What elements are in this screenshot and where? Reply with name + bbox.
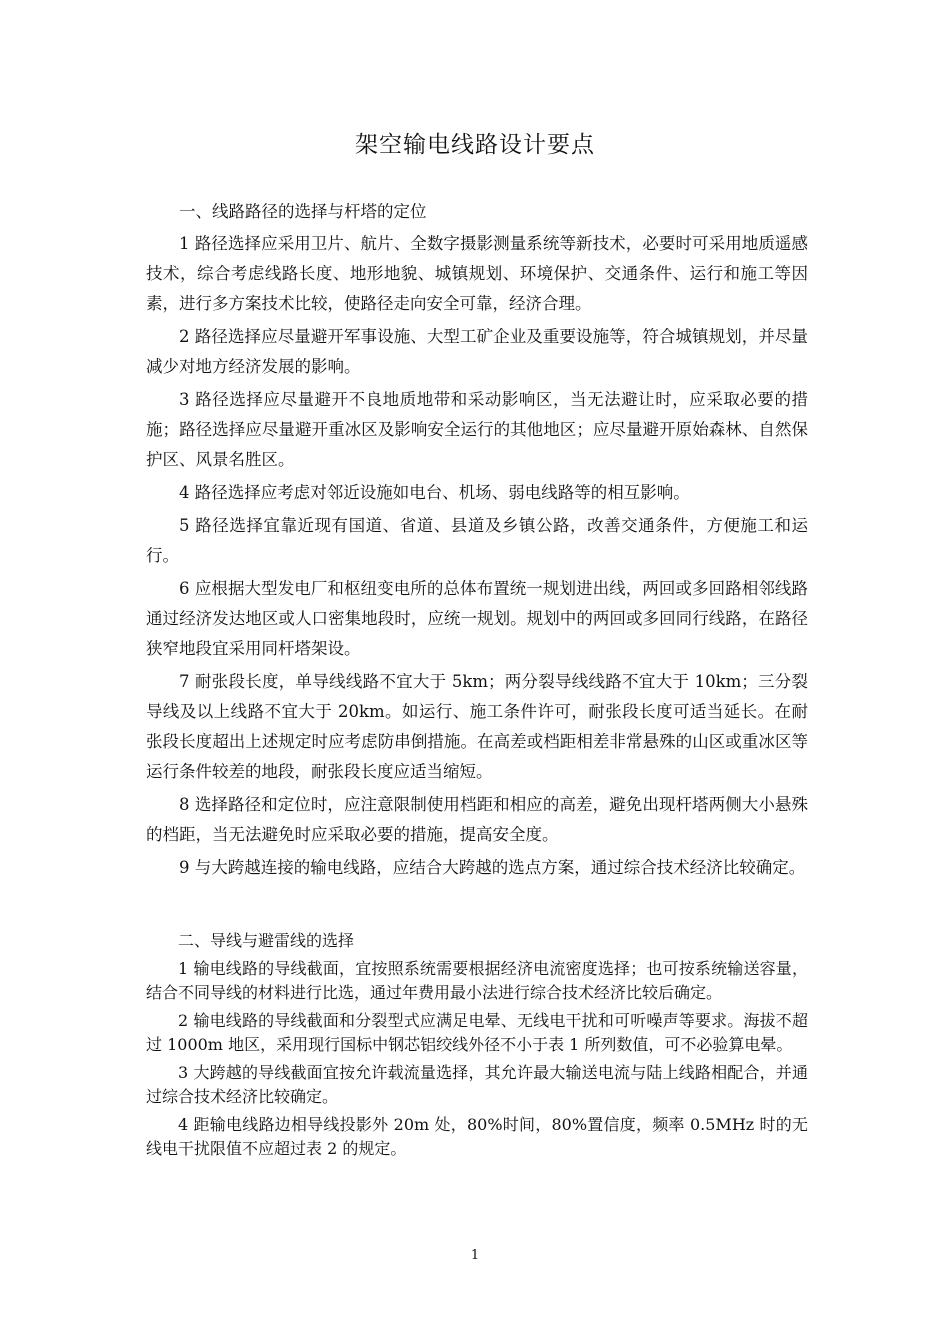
paragraph: 3 大跨越的导线截面宜按允许载流量选择，其允许最大输送电流与陆上线路相配合，并通过综合技术经济比较确定。 bbox=[146, 1063, 808, 1106]
paragraph: 1 路径选择应采用卫片、航片、全数字摄影测量系统等新技术，必要时可采用地质遥感技术，综合考虑线路长度、地形地貌、城镇规划、环境保护、交通条件、运行和施工等因素，进行多方案技术比较，使路径走向安全可靠，经济合理。 bbox=[146, 234, 808, 313]
paragraph: 6 应根据大型发电厂和枢纽变电所的总体布置统一规划进出线，两回或多回路相邻线路通过经济发达地区或人口密集地段时，应统一规划。规划中的两回或多回同行线路，在路径狭窄地段宜采用同杆塔架设。 bbox=[146, 579, 808, 658]
paragraph: 3 路径选择应尽量避开不良地质地带和采动影响区，当无法避让时，应采取必要的措施；路径选择应尽量避开重冰区及影响安全运行的其他地区；应尽量避开原始森林、自然保护区、风景名胜区。 bbox=[146, 390, 808, 469]
paragraph: 2 路径选择应尽量避开军事设施、大型工矿企业及重要设施等，符合城镇规划，并尽量减少对地方经济发展的影响。 bbox=[146, 327, 808, 376]
paragraph: 2 输电线路的导线截面和分裂型式应满足电晕、无线电干扰和可听噪声等要求。海拔不超过 1000m 地区，采用现行国标中钢芯铝绞线外径不小于表 1 所列数值，可不必验算电晕。 bbox=[146, 1011, 808, 1054]
section-heading: 一、线路路径的选择与杆塔的定位 bbox=[179, 202, 427, 221]
section-conductor-selection bbox=[146, 929, 808, 1165]
paragraph: 8 选择路径和定位时，应注意限制使用档距和相应的高差，避免出现杆塔两侧大小悬殊的档距，当无法避免时应采取必要的措施，提高安全度。 bbox=[146, 795, 808, 844]
section-route-selection bbox=[146, 197, 808, 886]
paragraph: 4 路径选择应考虑对邻近设施如电台、机场、弱电线路等的相互影响。 bbox=[179, 483, 690, 502]
page-number: 1 bbox=[470, 1248, 480, 1263]
section-heading: 二、导线与避雷线的选择 bbox=[178, 931, 355, 950]
paragraph: 7 耐张段长度，单导线线路不宜大于 5km；两分裂导线线路不宜大于 10km；三分裂导线及以上线路不宜大于 20km。如运行、施工条件许可，耐张段长度可适当延长。在耐张段长度超出上述规定时应考虑防串倒措施。在高差或档距相差非常悬殊的山区或重冰区等运行条件较差的地段，耐张段长度应适当缩短。 bbox=[146, 672, 808, 781]
paragraph: 5 路径选择宜靠近现有国道、省道、县道及乡镇公路，改善交通条件，方便施工和运行。 bbox=[146, 516, 808, 565]
paragraph: 4 距输电线路边相导线投影外 20m 处，80%时间，80%置信度，频率 0.5MHz 时的无线电干扰限值不应超过表 2 的规定。 bbox=[146, 1115, 808, 1158]
document-title: 架空输电线路设计要点 bbox=[355, 132, 595, 158]
paragraph: 1 输电线路的导线截面，宜按照系统需要根据经济电流密度选择；也可按系统输送容量，结合不同导线的材料进行比选，通过年费用最小法进行综合技术经济比较后确定。 bbox=[146, 959, 808, 1002]
paragraph: 9 与大跨越连接的输电线路，应结合大跨越的选点方案，通过综合技术经济比较确定。 bbox=[179, 858, 806, 877]
